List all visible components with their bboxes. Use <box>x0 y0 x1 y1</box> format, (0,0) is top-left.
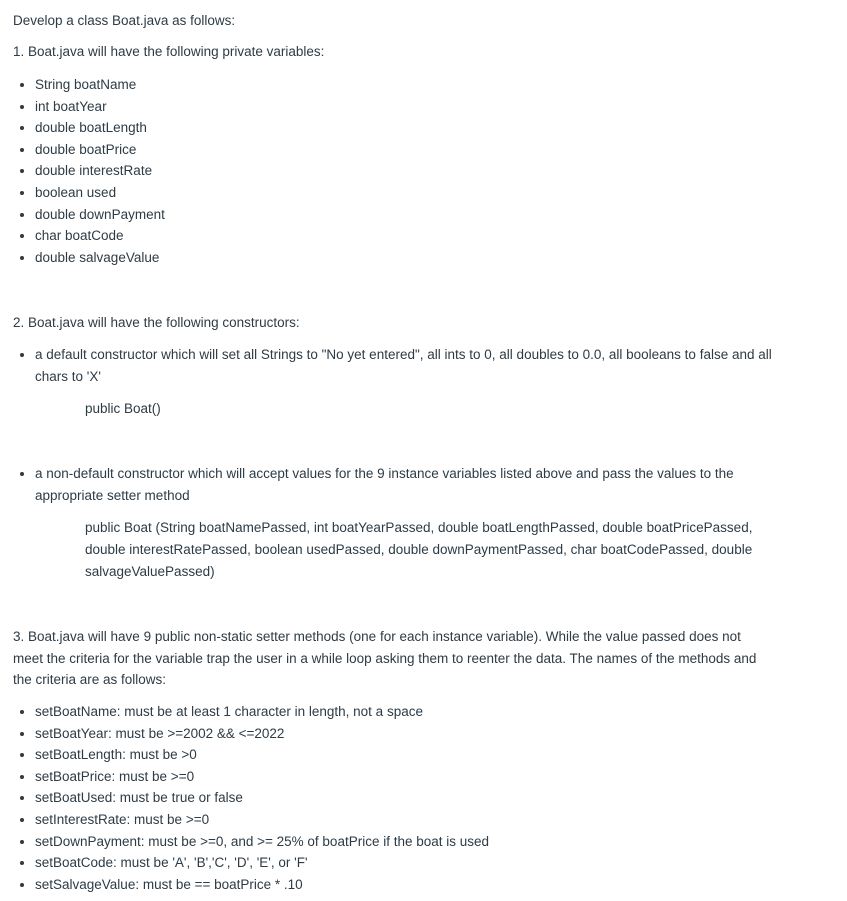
list-item: • setBoatLength: must be >0 <box>35 744 489 766</box>
list-item: • setBoatName: must be at least 1 character in length, not a space <box>35 701 489 723</box>
list-item: • double salvageValue <box>35 247 165 269</box>
intro-text: Develop a class Boat.java as follows: <box>13 13 236 28</box>
list-item: • setInterestRate: must be >=0 <box>35 809 489 831</box>
list-item: • setSalvageValue: must be == boatPrice * .10 <box>35 874 489 896</box>
default-constructor-description: • a default constructor which will set all Strings to "No yet entered", all ints to 0, all doubles to 0.0, all booleans to false and all chars to 'X' <box>35 344 795 387</box>
list-item: • boolean used <box>35 182 165 204</box>
list-item: • double boatLength <box>35 117 165 139</box>
list-item: • setBoatCode: must be 'A', 'B','C', 'D', 'E', or 'F' <box>35 852 489 874</box>
section-2-heading: 2. Boat.java will have the following constructors: <box>13 315 300 330</box>
list-item: • char boatCode <box>35 225 165 247</box>
section-3-heading: 3. Boat.java will have 9 public non-static setter methods (one for each instance variable). While the value passed does not meet the criteria for the variable trap the user in a while loop asking them to reenter the data. The names of the methods and the criteria are as follows: <box>13 629 757 687</box>
list-item: • double boatPrice <box>35 139 165 161</box>
list-item: • setDownPayment: must be >=0, and >= 25% of boatPrice if the boat is used <box>35 831 489 853</box>
list-item: • int boatYear <box>35 96 165 118</box>
list-item: • setBoatYear: must be >=2002 && <=2022 <box>35 723 489 745</box>
list-item: • String boatName <box>35 74 165 96</box>
default-constructor-list <box>13 344 795 387</box>
list-item: • setBoatPrice: must be >=0 <box>35 766 489 788</box>
non-default-constructor-signature: public Boat (String boatNamePassed, int boatYearPassed, double boatLengthPassed, double boatPricePassed, double interestRatePassed, boolean usedPassed, double downPaymentPassed, char boatCodePassed, double salvageValuePassed) <box>85 520 753 579</box>
list-item: • double interestRate <box>35 160 165 182</box>
list-item: • double downPayment <box>35 204 165 226</box>
setter-methods-list <box>13 701 489 895</box>
default-constructor-signature: public Boat() <box>85 401 161 416</box>
list-item: • setBoatUsed: must be true or false <box>35 787 489 809</box>
non-default-constructor-description: • a non-default constructor which will accept values for the 9 instance variables listed above and pass the values to the appropriate setter method <box>35 463 795 506</box>
non-default-constructor-list <box>13 463 795 506</box>
section-1-heading: 1. Boat.java will have the following private variables: <box>13 44 325 59</box>
private-variables-list <box>13 74 165 268</box>
